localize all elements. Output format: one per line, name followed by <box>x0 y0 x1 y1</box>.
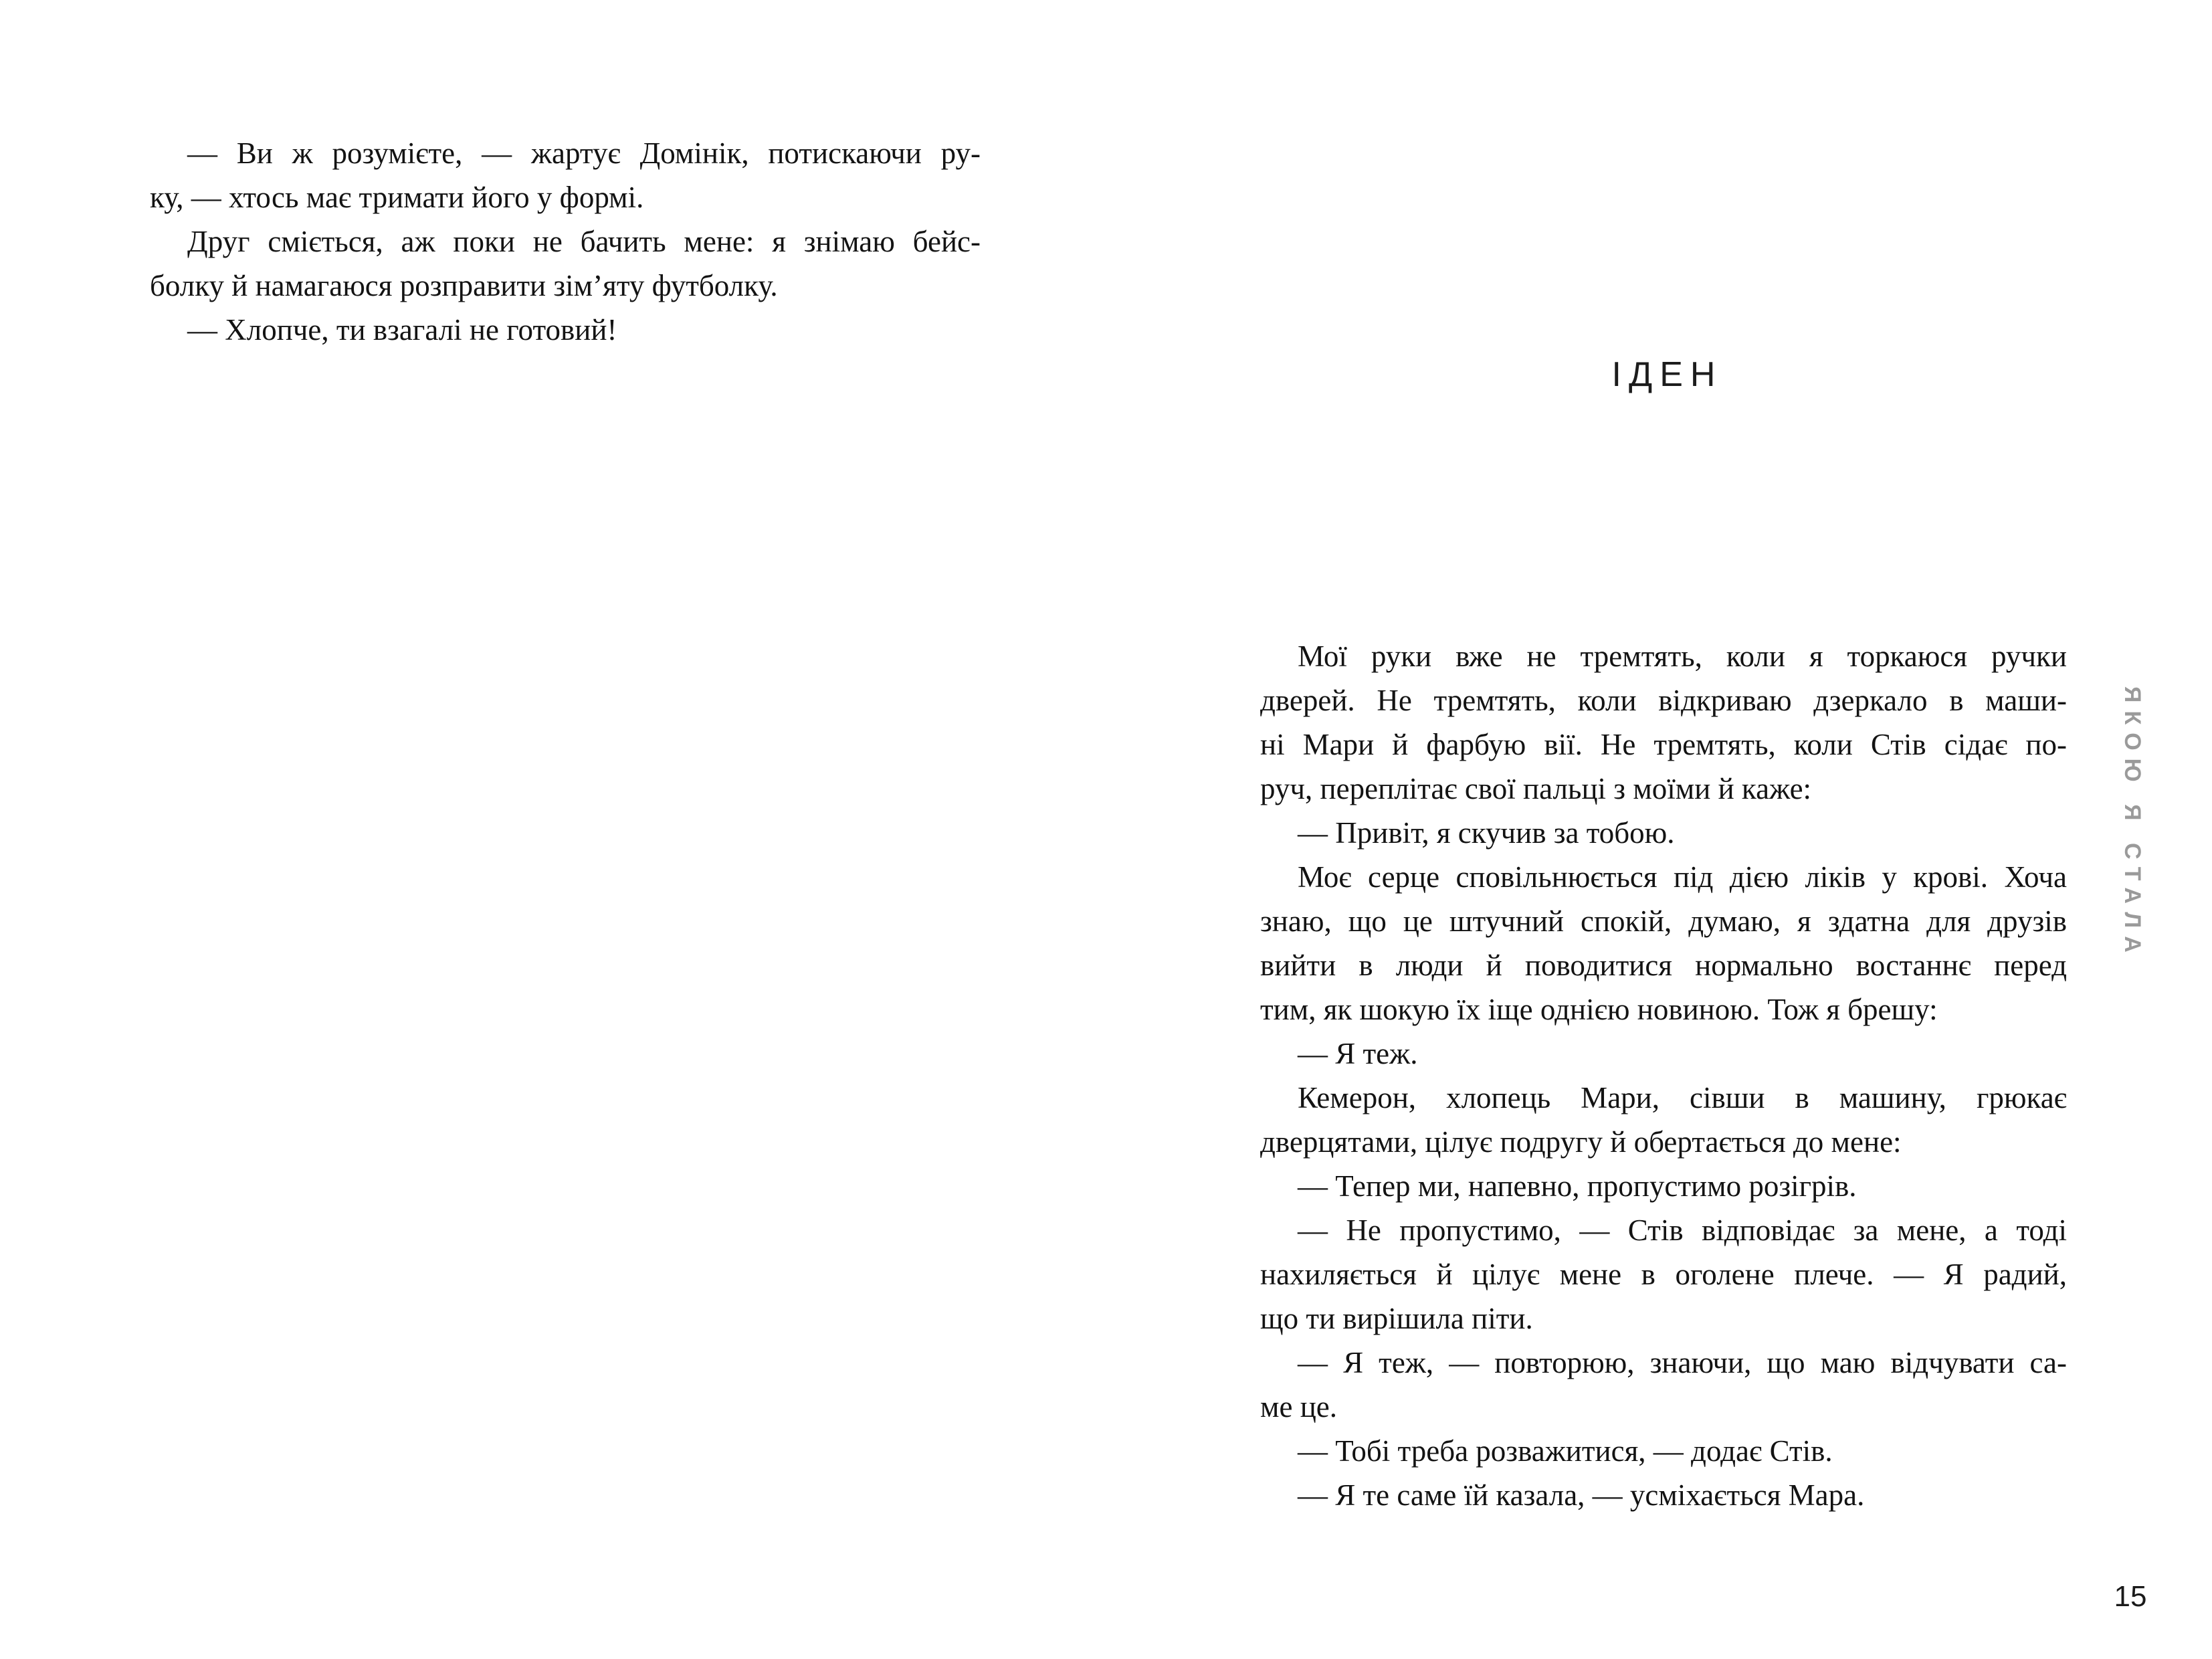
text-line: тим, як шокую їх іще однією новиною. Тож я брешу: <box>1260 993 1938 1026</box>
text-line: Моє серце сповільнюється під дією ліків у крові. Хоча <box>1298 860 2067 894</box>
text-line: — Я теж, — повторюю, знаючи, що маю відчувати са- <box>1298 1346 2067 1379</box>
text-line: — Привіт, я скучив за тобою. <box>1298 816 1675 850</box>
chapter-title: ІДЕН <box>1611 355 1723 394</box>
text-line: Кемерон, хлопець Мари, сівши в машину, грюкає <box>1298 1081 2067 1114</box>
text-line: ні Мари й фарбую вії. Не тремтять, коли Стів сідає по- <box>1260 728 2067 761</box>
text-line: Мої руки вже не тремтять, коли я торкаюся ручки <box>1298 640 2067 673</box>
page-number: 15 <box>2114 1580 2147 1613</box>
text-line: нахиляється й цілує мене в оголене плече. — Я радий, <box>1260 1258 2067 1291</box>
text-line: руч, переплітає свої пальці з моїми й каже: <box>1260 772 1812 805</box>
text-line: — Ви ж розумієте, — жартує Домінік, потискаючи ру- <box>187 136 981 170</box>
text-line: що ти вирішила піти. <box>1260 1302 1533 1335</box>
text-line: Друг сміється, аж поки не бачить мене: я знімаю бейс- <box>187 225 981 258</box>
text-line: знаю, що це штучний спокій, думаю, я здатна для друзів <box>1260 904 2067 938</box>
right-page-text-block <box>1260 634 2067 1517</box>
text-line: — Тепер ми, напевно, пропустимо розігрів. <box>1298 1169 1857 1203</box>
text-line: — Не пропустимо, — Стів відповідає за мене, а тоді <box>1298 1213 2067 1247</box>
running-title-vertical: ЯКОЮ Я СТАЛА <box>2120 686 2145 961</box>
text-line: ме це. <box>1260 1390 1338 1424</box>
text-line: — Я теж. <box>1298 1037 1418 1070</box>
text-line: — Тобі треба розважитися, — додає Стів. <box>1298 1434 1833 1468</box>
text-line: дверей. Не тремтять, коли відкриваю дзеркало в маши- <box>1260 684 2067 717</box>
text-line: — Я те саме їй казала, — усміхається Мара. <box>1298 1478 1865 1512</box>
text-line: ку, — хтось має тримати його у формі. <box>150 181 644 214</box>
text-line: болку й намагаюся розправити зім’яту футболку. <box>150 269 778 302</box>
text-line: — Хлопче, ти взагалі не готовий! <box>187 313 617 347</box>
text-line: вийти в люди й поводитися нормально востаннє перед <box>1260 949 2067 982</box>
left-page-text-block <box>150 131 981 352</box>
text-line: дверцятами, цілує подругу й обертається до мене: <box>1260 1125 1902 1159</box>
